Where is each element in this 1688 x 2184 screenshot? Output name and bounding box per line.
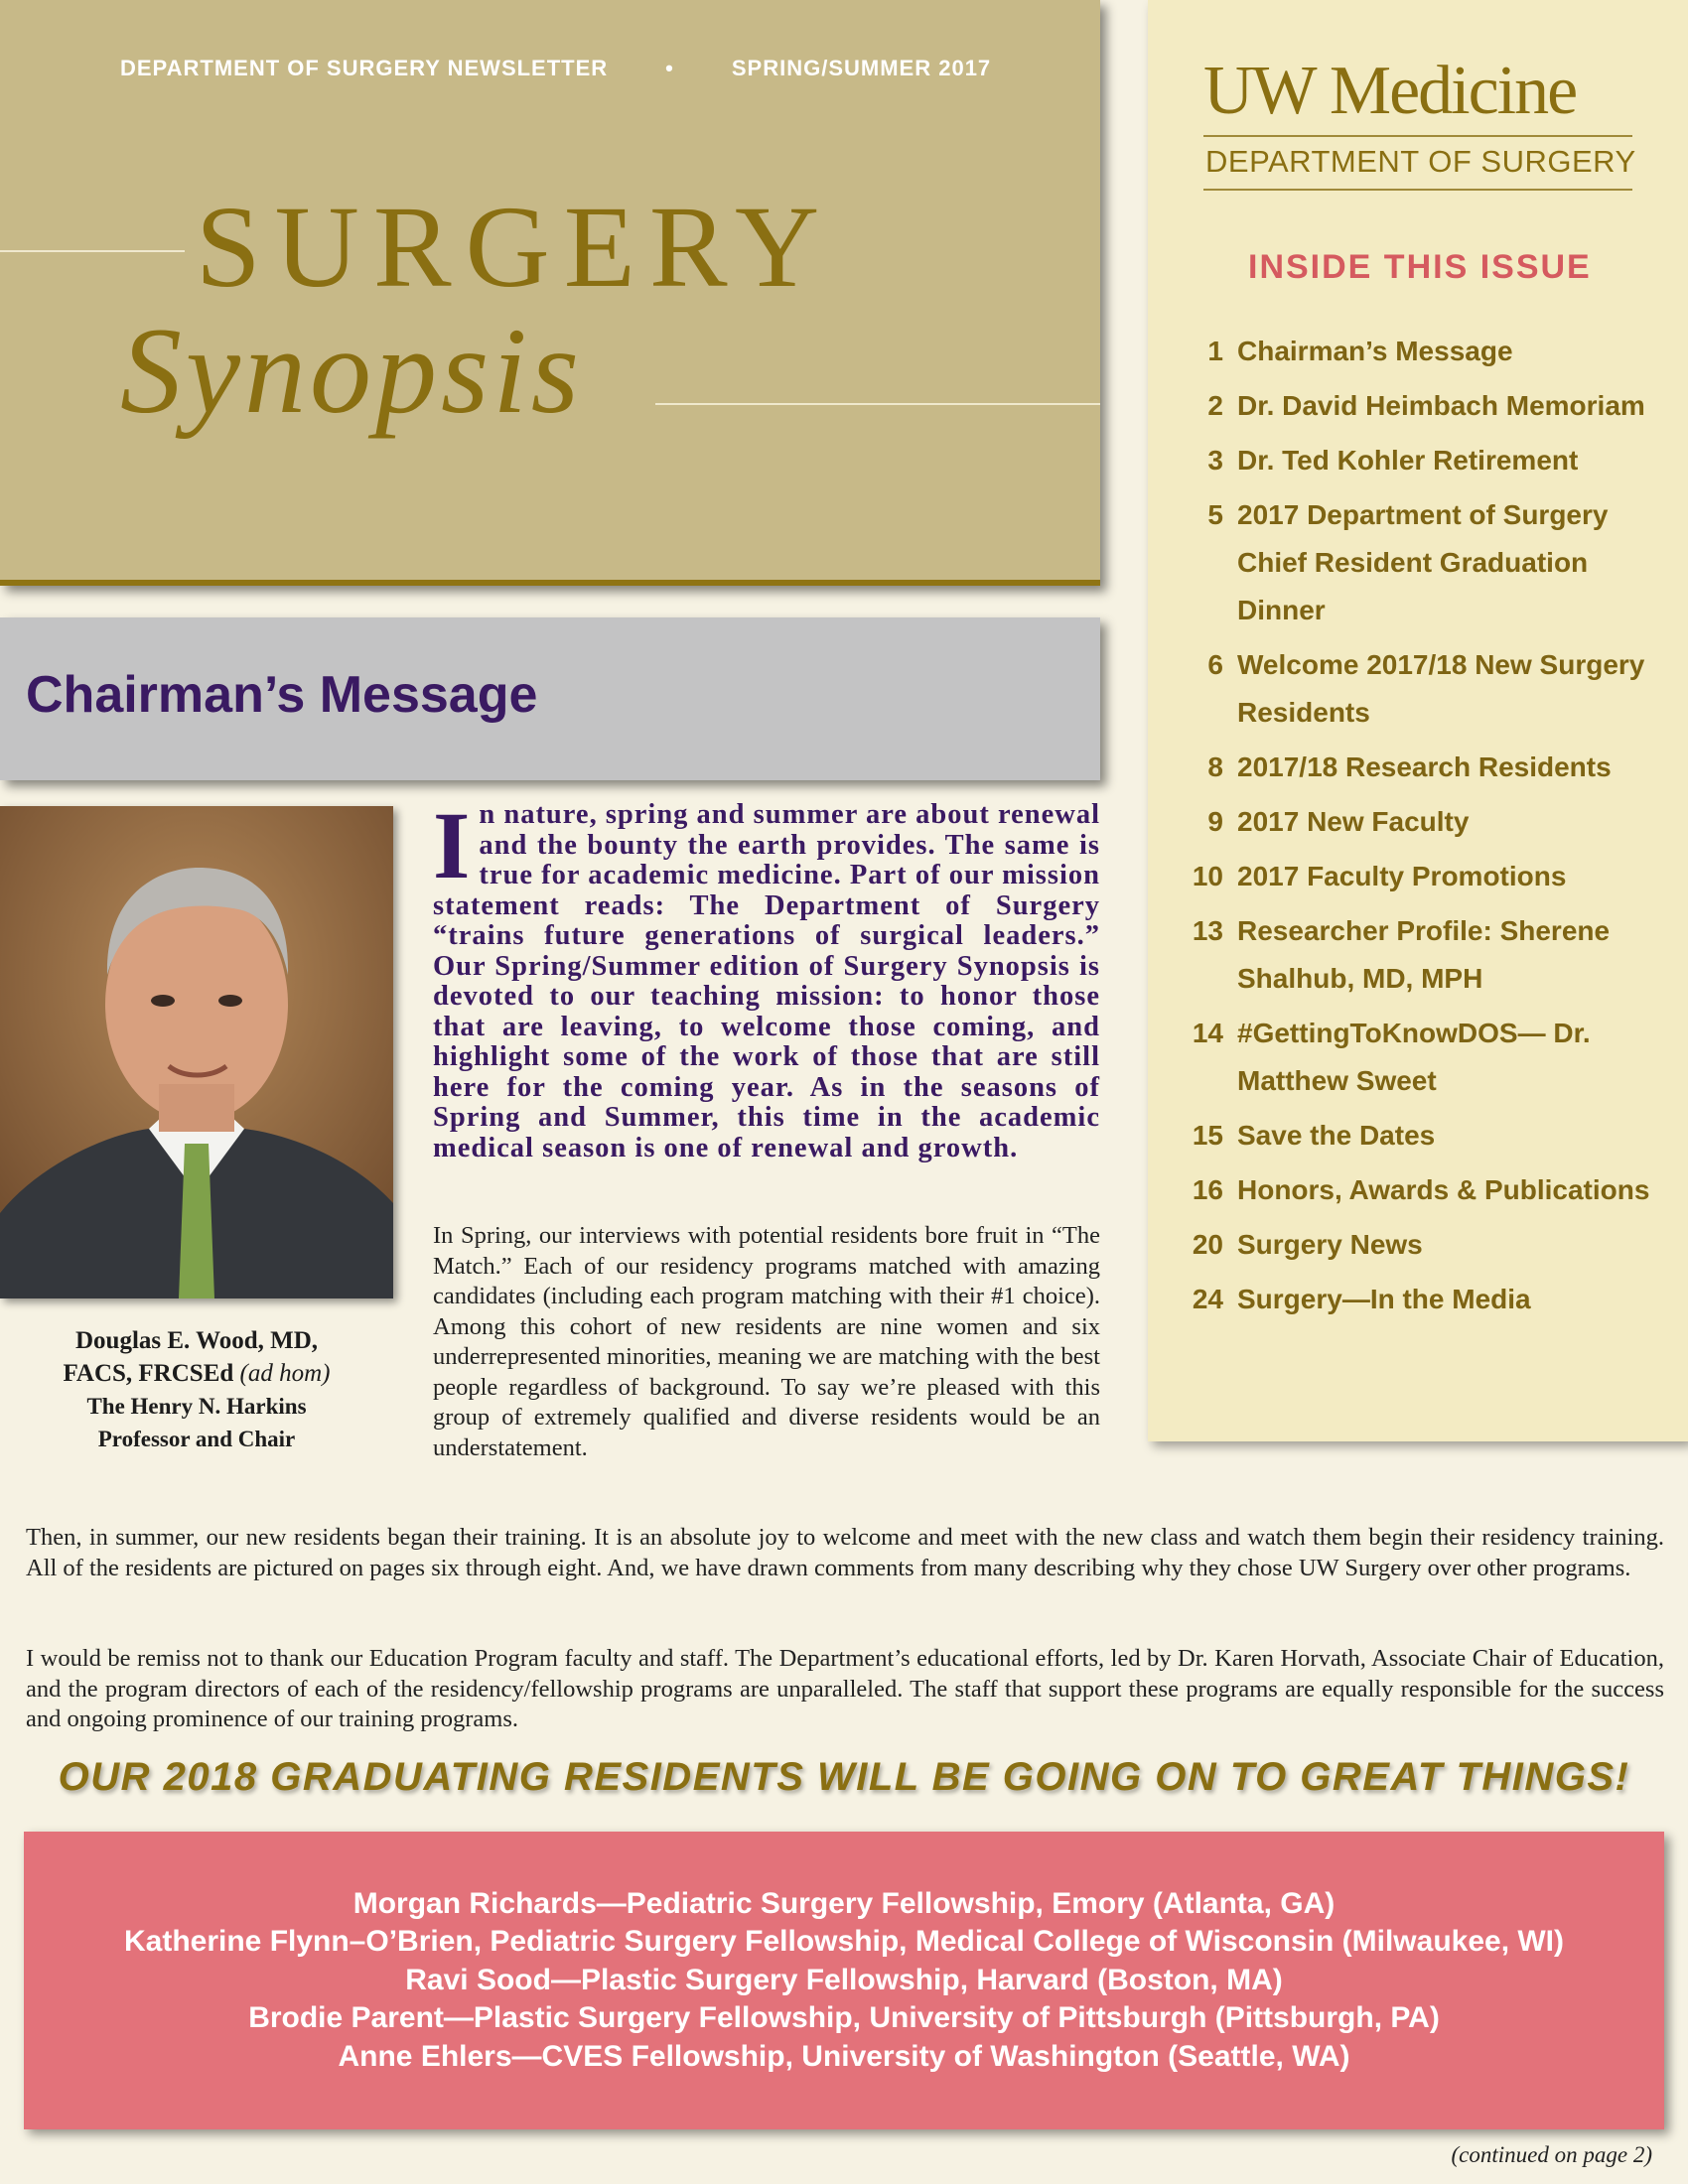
toc-title: Dr. Ted Kohler Retirement — [1237, 445, 1579, 476]
toc-item[interactable] — [1170, 328, 1666, 375]
toc-item[interactable] — [1170, 1276, 1666, 1323]
logo-department: DEPARTMENT OF SURGERY — [1205, 144, 1636, 179]
graduates-heading: OUR 2018 GRADUATING RESIDENTS WILL BE GOING ON TO GREAT THINGS! — [58, 1755, 1630, 1799]
graduate-entry: Ravi Sood—Plastic Surgery Fellowship, Harvard (Boston, MA) — [405, 1963, 1283, 1996]
table-of-contents — [1170, 328, 1666, 1330]
intro-text: n nature, spring and summer are about renewal and the bounty the earth provides. The same is true for academic medicine. Part of our mission statement reads: The Department of Surgery “trains future generations of surgical leaders.” Our Spring/Summer edition of Surgery Synopsis is devoted to our teaching mission: to honor those that are leaving, to welcome those coming, and highlight some of the work of those that are still here for the coming year. As in the seasons of Spring and Summer, this time in the academic medical season is one of renewal and growth. — [433, 799, 1100, 1163]
toc-page-number: 1 — [1207, 336, 1223, 366]
toc-item[interactable] — [1170, 437, 1666, 484]
toc-title: 2017/18 Research Residents — [1237, 751, 1612, 782]
toc-page-number: 15 — [1192, 1120, 1223, 1151]
toc-title: Surgery News — [1237, 1229, 1423, 1260]
toc-item[interactable] — [1170, 853, 1666, 900]
graduate-entry: Brodie Parent—Plastic Surgery Fellowship, University of Pittsburgh (Pittsburgh, PA) — [248, 2001, 1440, 2035]
toc-title: Chairman’s Message — [1237, 336, 1513, 366]
caption-adhom: (ad hom) — [239, 1360, 331, 1387]
logo-rule-bottom — [1203, 189, 1632, 191]
toc-page-number: 13 — [1192, 915, 1223, 946]
newsletter-title-synopsis: Synopsis — [120, 303, 583, 439]
caption-title-line1: The Henry N. Harkins — [86, 1394, 307, 1419]
chairman-portrait — [0, 806, 393, 1298]
toc-title: 2017 Department of Surgery Chief Resident Graduation Dinner — [1237, 499, 1609, 625]
section-title: Chairman’s Message — [26, 666, 538, 724]
graduates-box — [24, 1832, 1664, 2129]
body-paragraph-1: In Spring, our interviews with potential residents bore fruit in “The Match.” Each of our residency programs matched with amazing candidates (including each program matching with their #1 choice). Among this cohort of new residents are nine women and six underrepresented minorities, meaning we are matching with the best people regardless of background. To say we’re pleased with this group of extremely qualified and diverse residents would be an understatement. — [433, 1222, 1100, 1461]
toc-item[interactable] — [1170, 1166, 1666, 1214]
toc-page-number: 20 — [1192, 1229, 1223, 1260]
toc-title: Surgery—In the Media — [1237, 1284, 1531, 1314]
logo-rule-top — [1203, 135, 1632, 137]
toc-page-number: 10 — [1192, 861, 1223, 891]
toc-title: 2017 New Faculty — [1237, 806, 1470, 837]
toc-item[interactable] — [1170, 641, 1666, 737]
toc-item[interactable] — [1170, 1010, 1666, 1105]
toc-title: #GettingToKnowDOS— Dr. Matthew Sweet — [1237, 1018, 1591, 1096]
toc-item[interactable] — [1170, 491, 1666, 634]
uw-medicine-logo: UW Medicine — [1203, 53, 1577, 129]
toc-page-number: 8 — [1207, 751, 1223, 782]
title-rule-left — [0, 250, 185, 252]
intro-paragraph — [433, 792, 1100, 1163]
graduate-entry: Katherine Flynn–O’Brien, Pediatric Surgery Fellowship, Medical College of Wisconsin (Milwaukee, WI) — [123, 1925, 1565, 1959]
drop-cap: I — [433, 792, 472, 898]
toc-title: Dr. David Heimbach Memoriam — [1237, 390, 1645, 421]
newsletter-title-surgery: SURGERY — [196, 182, 834, 312]
newsletter-header-line — [120, 56, 991, 81]
continued-note: (continued on page 2) — [1451, 2142, 1652, 2167]
toc-item[interactable] — [1170, 798, 1666, 846]
toc-title: Researcher Profile: Sherene Shalhub, MD, MPH — [1237, 915, 1611, 994]
caption-name: Douglas E. Wood, MD, — [74, 1327, 319, 1354]
toc-page-number: 16 — [1192, 1174, 1223, 1205]
portrait-caption — [20, 1324, 373, 1455]
toc-title: 2017 Faculty Promotions — [1237, 861, 1567, 891]
toc-item[interactable] — [1170, 1221, 1666, 1269]
toc-item[interactable] — [1170, 907, 1666, 1003]
caption-title-line2: Professor and Chair — [97, 1427, 296, 1451]
graduate-entry: Anne Ehlers—CVES Fellowship, University of Washington (Seattle, WA) — [338, 2039, 1350, 2073]
toc-page-number: 2 — [1207, 390, 1223, 421]
edition-label: SPRING/SUMMER 2017 — [731, 56, 992, 80]
caption-credentials: FACS, FRCSEd — [63, 1360, 234, 1387]
toc-page-number: 9 — [1207, 806, 1223, 837]
toc-title: Save the Dates — [1237, 1120, 1436, 1151]
toc-item[interactable] — [1170, 744, 1666, 791]
header-separator: • — [665, 56, 674, 80]
department-label: DEPARTMENT OF SURGERY NEWSLETTER — [120, 56, 609, 80]
toc-title: Welcome 2017/18 New Surgery Residents — [1237, 649, 1645, 728]
toc-page-number: 3 — [1207, 445, 1223, 476]
graduate-entry: Morgan Richards—Pediatric Surgery Fellowship, Emory (Atlanta, GA) — [352, 1886, 1336, 1920]
toc-item[interactable] — [1170, 1112, 1666, 1160]
toc-item[interactable] — [1170, 382, 1666, 430]
toc-title: Honors, Awards & Publications — [1237, 1174, 1650, 1205]
body-paragraph-3: I would be remiss not to thank our Education Program faculty and staff. The Department’s educational efforts, led by Dr. Karen Horvath, Associate Chair of Education, and the program directors of each of the residency/fellowship programs are unparalleled. The staff that support these programs are equally responsible for the success and ongoing prominence of our training programs. — [26, 1645, 1664, 1732]
toc-page-number: 5 — [1207, 499, 1223, 530]
toc-page-number: 14 — [1192, 1018, 1223, 1048]
inside-this-issue-heading: INSIDE THIS ISSUE — [1248, 248, 1592, 286]
title-rule-right — [655, 403, 1100, 405]
toc-page-number: 6 — [1207, 649, 1223, 680]
body-paragraph-2: Then, in summer, our new residents began their training. It is an absolute joy to welcome and meet with the new class and watch them begin their residency training. All of the residents are pictured on pages six through eight. And, we have drawn comments from many describing why they chose UW Surgery over other programs. — [26, 1524, 1664, 1581]
toc-page-number: 24 — [1192, 1284, 1223, 1314]
